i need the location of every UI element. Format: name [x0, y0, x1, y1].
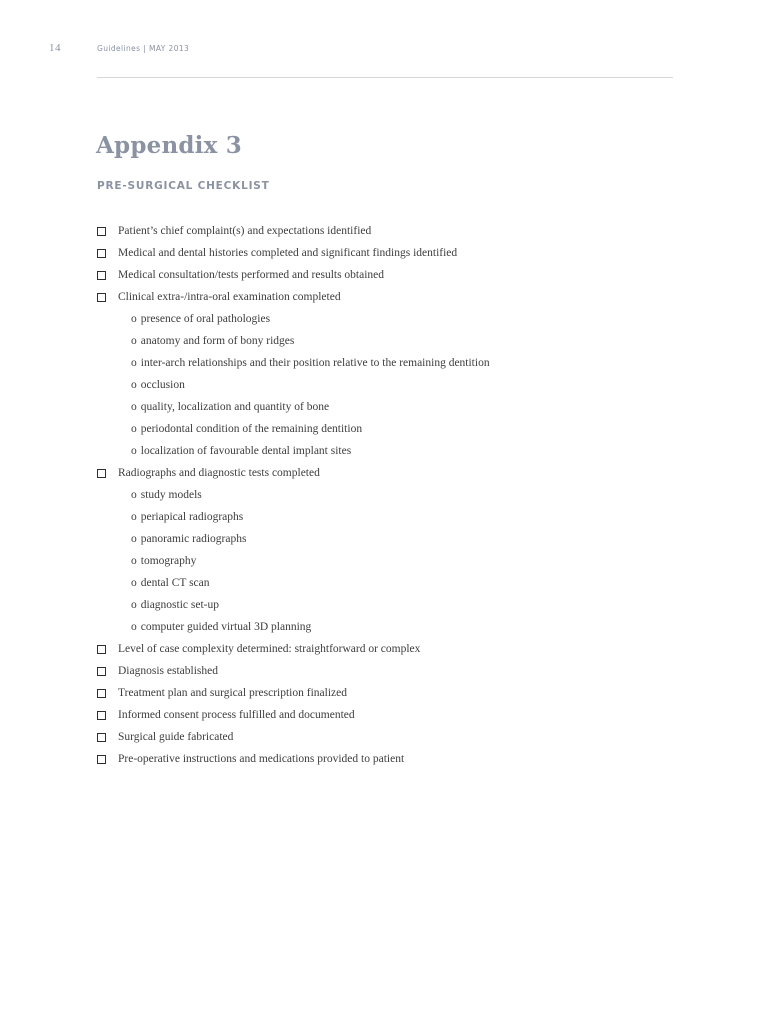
checklist-item: [97, 267, 490, 289]
checkbox-icon[interactable]: [97, 689, 106, 698]
checklist-subitem: [97, 531, 490, 553]
checklist-subitem: [97, 355, 490, 377]
checklist-subitem: [97, 443, 490, 465]
checklist-subitem: [97, 399, 490, 421]
sub-bullet: o: [131, 533, 137, 545]
checklist-text: Radiographs and diagnostic tests completed: [118, 467, 320, 479]
checklist-text: panoramic radiographs: [140, 533, 247, 545]
checklist-item: [97, 465, 490, 487]
sub-bullet: o: [131, 379, 137, 391]
checkbox-icon[interactable]: [97, 711, 106, 720]
sub-bullet: o: [131, 313, 137, 325]
sub-bullet: o: [131, 357, 137, 369]
checklist-text: dental CT scan: [140, 577, 210, 589]
checklist-text: anatomy and form of bony ridges: [140, 335, 295, 347]
checklist-subitem: [97, 487, 490, 509]
checklist-text: periodontal condition of the remaining dentition: [140, 423, 363, 435]
section-subtitle: PRE-SURGICAL CHECKLIST: [97, 180, 270, 192]
checklist-text: Informed consent process fulfilled and documented: [118, 709, 355, 721]
checklist-text: Patient’s chief complaint(s) and expectations identified: [118, 225, 372, 237]
checklist-text: periapical radiographs: [140, 511, 244, 523]
checklist-subitem: [97, 553, 490, 575]
checkbox-icon[interactable]: [97, 667, 106, 676]
checkbox-icon[interactable]: [97, 227, 106, 236]
checklist-text: diagnostic set-up: [140, 599, 219, 611]
checkbox-icon[interactable]: [97, 469, 106, 478]
sub-bullet: o: [131, 489, 137, 501]
checklist-text: Surgical guide fabricated: [118, 731, 234, 743]
checklist-subitem: [97, 333, 490, 355]
sub-bullet: o: [131, 445, 137, 457]
checklist-text: occlusion: [140, 379, 185, 391]
pre-surgical-checklist: [97, 223, 490, 773]
checklist-subitem: [97, 597, 490, 619]
checklist-text: localization of favourable dental implant sites: [140, 445, 352, 457]
checklist-item: [97, 685, 490, 707]
checklist-subitem: [97, 509, 490, 531]
checklist-subitem: [97, 311, 490, 333]
checkbox-icon[interactable]: [97, 645, 106, 654]
checkbox-icon[interactable]: [97, 293, 106, 302]
sub-bullet: o: [131, 511, 137, 523]
checklist-text: Medical consultation/tests performed and results obtained: [118, 269, 385, 281]
sub-bullet: o: [131, 577, 137, 589]
checkbox-icon[interactable]: [97, 271, 106, 280]
checklist-text: Pre-operative instructions and medications provided to patient: [118, 753, 405, 765]
checklist-text: Level of case complexity determined: straightforward or complex: [118, 643, 421, 655]
checklist-item: [97, 729, 490, 751]
checklist-item: [97, 289, 490, 311]
sub-bullet: o: [131, 621, 137, 633]
checklist-text: computer guided virtual 3D planning: [140, 621, 312, 633]
checklist-item: [97, 245, 490, 267]
checklist-text: Diagnosis established: [118, 665, 218, 677]
checklist-text: tomography: [140, 555, 197, 567]
running-header: Guidelines | MAY 2013: [97, 44, 190, 53]
page-title: Appendix 3: [96, 132, 242, 159]
checklist-text: presence of oral pathologies: [140, 313, 271, 325]
checklist-item: [97, 223, 490, 245]
sub-bullet: o: [131, 335, 137, 347]
checkbox-icon[interactable]: [97, 755, 106, 764]
sub-bullet: o: [131, 555, 137, 567]
sub-bullet: o: [131, 401, 137, 413]
checklist-item: [97, 641, 490, 663]
checklist-text: Medical and dental histories completed and significant findings identified: [118, 247, 458, 259]
header-divider: [97, 77, 673, 78]
checklist-text: Clinical extra-/intra-oral examination completed: [118, 291, 341, 303]
sub-bullet: o: [131, 599, 137, 611]
page-number: 14: [49, 42, 61, 54]
sub-bullet: o: [131, 423, 137, 435]
checklist-subitem: [97, 377, 490, 399]
checklist-subitem: [97, 619, 490, 641]
checklist-text: Treatment plan and surgical prescription finalized: [118, 687, 347, 699]
checklist-text: quality, localization and quantity of bone: [140, 401, 330, 413]
checklist-item: [97, 707, 490, 729]
checkbox-icon[interactable]: [97, 249, 106, 258]
checklist-item: [97, 663, 490, 685]
checklist-text: study models: [140, 489, 202, 501]
checklist-subitem: [97, 575, 490, 597]
checklist-subitem: [97, 421, 490, 443]
checklist-item: [97, 751, 490, 773]
checkbox-icon[interactable]: [97, 733, 106, 742]
checklist-text: inter-arch relationships and their position relative to the remaining dentition: [140, 357, 490, 369]
